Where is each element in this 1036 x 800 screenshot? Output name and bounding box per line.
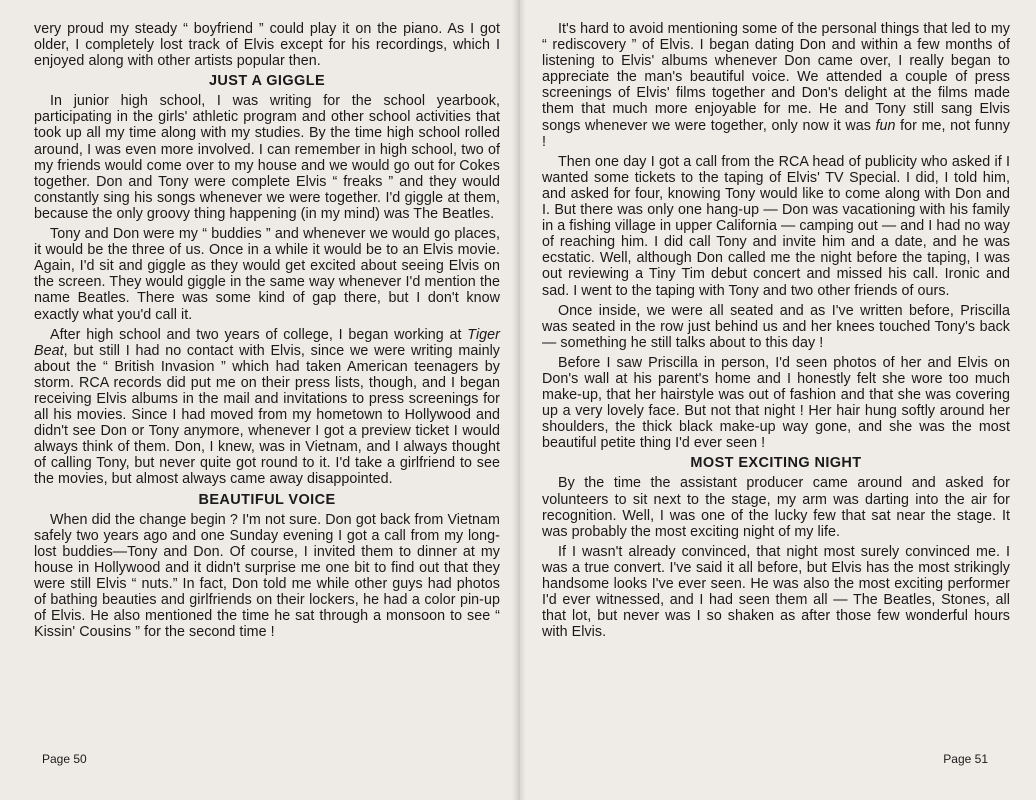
paragraph: By the time the assistant producer came around and asked for volunteers to sit next to the stage, my arm was darting into the air for recognition. Well, I was one of the lucky few that sat near the stage. It was probably the most exciting night of my life. (542, 475, 1010, 540)
section-heading-most-exciting-night: MOST EXCITING NIGHT (690, 455, 862, 472)
section-heading-just-a-giggle: JUST A GIGGLE (208, 73, 326, 90)
paragraph (34, 327, 500, 488)
paragraph-text: for me, not funny ! (542, 117, 1011, 150)
page-number-left: Page 50 (42, 752, 87, 766)
paragraph-text: It's hard to avoid mentioning some of the personal things that led to my “ rediscovery ” of Elvis. I began dating Don and within a few months of listening to Elvis' albums whenever Don came over, I really began to appreciate the man's beautiful voice. We attended a couple of press screenings of Elvis' films together and Don's delight at the films made them that much more enjoyable for me. He and Tony still sang Elvis songs whenever we were together, only now it was (542, 21, 1010, 134)
paragraph: In junior high school, I was writing for the school yearbook, participating in the girls' athletic program and other school activities that took up all my time along with my studies. By the time high school rolled around, I was even more involved. I can remember in high school, two of my friends would come over to my house and we would go out for Cokes together. Don and Tony were complete Elvis “ freaks ” and they would constantly sing his songs whenever we were together. I'd giggle at them, because the only groovy thing happening (in my mind) was The Beatles. (34, 93, 500, 222)
right-page-body (542, 21, 1010, 640)
emphasis-italic: fun (875, 117, 896, 134)
binding-gutter (512, 0, 526, 800)
paragraph-text: , but still I had no contact with Elvis, since we were writing mainly about the “ British Invasion ” which had taken American teenagers by storm. RCA records did put me on their press lists, though, and I began receiving Elvis albums in the mail and invitations to press screenings for all his movies. Since I had moved from my hometown to Hollywood and didn't see Don or Tony anymore, whenever I got a preview ticket I would always think of them. Don, I knew, was in Vietnam, and I always thought of calling Tony, but never quite got round to it. I'd take a girlfriend to see the movies, but almost always came away disappointed. (34, 342, 500, 488)
paragraph: very proud my steady “ boyfriend ” could play it on the piano. As I got older, I completely lost track of Elvis except for his recordings, which I enjoyed along with other artists popular then. (34, 21, 500, 70)
section-heading-beautiful-voice: BEAUTIFUL VOICE (198, 491, 336, 508)
paragraph: If I wasn't already convinced, that night most surely convinced me. I was a true convert. I've said it all before, but Elvis has the most strikingly handsome looks I've ever seen. He was also the most exciting performer I'd ever witnessed, and I had seen them all — The Beatles, Stones, all that lot, but never was I so shaken as after those few wonderful hours with Elvis. (542, 543, 1010, 641)
magazine-title-italic: Tiger Beat (34, 326, 500, 359)
page-number-right: Page 51 (943, 752, 988, 766)
paragraph: Tony and Don were my “ buddies ” and whenever we would go places, it would be the three of us. Once in a while it would be to an Elvis movie. Again, I'd sit and giggle as they would get excited about seeing Elvis on the screen. They would giggle in the same way whenever I'd mention the name Beatles. There was some kind of gap there, but I don't know exactly what you'd call it. (34, 226, 500, 323)
paragraph: Then one day I got a call from the RCA head of publicity who asked if I wanted some tickets to the taping of Elvis' TV Special. I did, I told him, and asked for four, knowing Tony would like to come along with Don and I. But there was only one hang-up — Don was vacationing with his family in a fishing village in upper California — camping out — and I had no way of reaching him. I did call Tony and invite him and a date, and he was ecstatic. Well, although Don called me the night before the taping, I was out reviewing a Tiny Tim debut concert and missed his call. Ironic and sad. I went to the taping with Tony and two other friends of ours. (542, 153, 1010, 299)
paragraph: Before I saw Priscilla in person, I'd seen photos of her and Elvis on Don's wall at his parent's home and I honestly felt she wore too much make-up, that her hairstyle was out of fashion and that she was covering up a very lovely face. But not that night ! Her hair hung softly around her shoulders, the thick black make-up way gone, and she was the most beautiful petite thing I'd ever seen ! (542, 354, 1010, 452)
paragraph: When did the change begin ? I'm not sure. Don got back from Vietnam safely two years ago and one Sunday evening I got a call from my long-lost buddies—Tony and Don. Of course, I invited them to dinner at my house in Hollywood and it didn't surprise me one bit to find out that they were still Elvis “ nuts.” In fact, Don told me while other guys had photos of bathing beauties and girlfriends on their lockers, he had a color pin-up of Elvis. He also mentioned the time he sat through a monsoon to see “ Kissin' Cousins ” for the second time ! (34, 511, 500, 641)
paragraph-text: After high school and two years of college, I began working at (50, 326, 468, 343)
right-page (518, 0, 1036, 800)
paragraph (542, 21, 1010, 150)
paragraph: Once inside, we were all seated and as I've written before, Priscilla was seated in the row just behind us and her knees touched Tony's back — something he still talks about to this day ! (542, 302, 1010, 351)
left-page-body (34, 21, 500, 640)
